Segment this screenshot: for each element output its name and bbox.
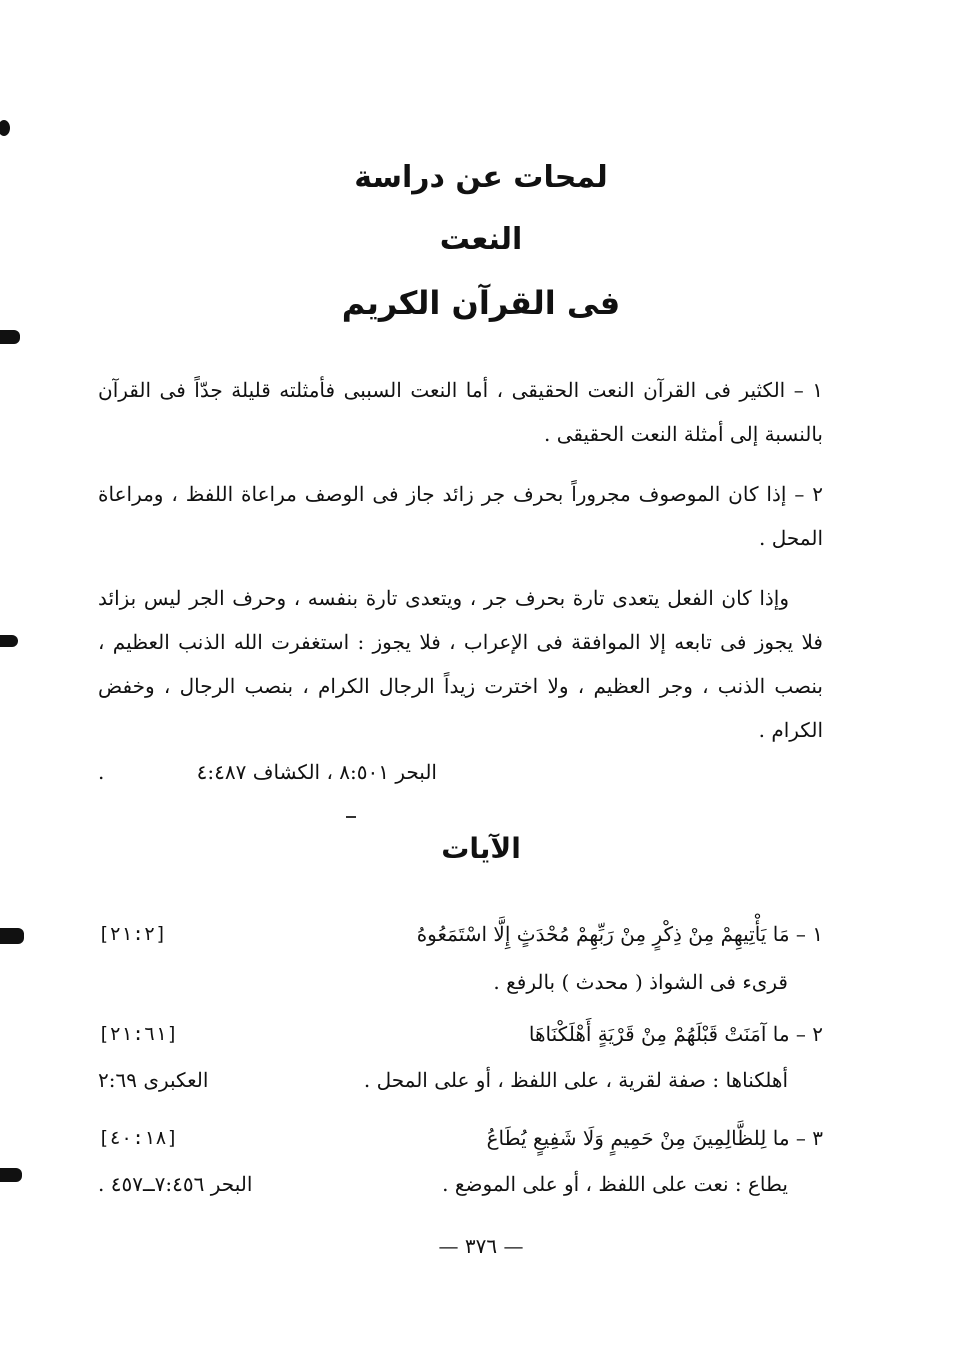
verse-reference: [٢١:٢]	[98, 923, 167, 945]
verse-source: العكبرى ٢:٦٩	[98, 1068, 209, 1092]
verse-3	[98, 1118, 823, 1158]
paragraph-3: وإذا كان الفعل يتعدى تارة بحرف جر ، ويتعدى تارة بنفسه ، وحرف الجر ليس بزائد فلا يجوز فى تابعه إلا الموافقة فى الإعراب ، فلا يجوز : استغفرت الله الذنب العظيم ، بنصب الذنب ، وجر العظيم ، ولا اخترت زيداً الرجال الكرام ، بنصب الرجال ، وخفض الكرام .	[98, 586, 823, 742]
verse-note: قرىء فى الشواذ ( محدث ) بالرفع .	[493, 970, 788, 994]
reference-citation: البحر ٨:٥٠١ ، الكشاف ٤:٤٨٧	[196, 760, 437, 784]
page-number: — ٣٧٦ —	[438, 1234, 524, 1258]
title-line-1: لمحات عن دراسة	[354, 160, 608, 195]
scan-edge-mark	[0, 635, 18, 647]
verse-reference: [٢١:٦١]	[98, 1023, 179, 1045]
paragraph-2: ٢ – إذا كان الموصوف مجروراً بحرف جر زائد جاز فى الوصف مراعاة اللفظ ، ومراعاة المحل .	[98, 482, 823, 550]
verse-reference: [٤٠:١٨]	[98, 1127, 179, 1149]
verse-note: يطاع : نعت على اللفظ ، أو على الموضع .	[442, 1172, 788, 1196]
verse-text: ٢ – ما آمَنَتْ قَبْلَهُمْ مِنْ قَرْيَةٍ أَهْلَكْنَاهَا	[528, 1022, 823, 1046]
scan-edge-mark	[0, 330, 20, 344]
scan-edge-mark	[0, 1168, 22, 1182]
title-line-2: النعت	[439, 222, 523, 257]
section-title-verses: الآيات	[441, 832, 521, 865]
verse-source: البحر ٧:٤٥٦ــ٤٥٧ .	[98, 1172, 253, 1196]
decorative-dash	[346, 816, 356, 818]
scan-edge-mark	[0, 928, 24, 944]
paragraph-1: ١ – الكثير فى القرآن النعت الحقيقى ، أما النعت السببى فأمثلته قليلة جدّاً فى القرآن بالنسبة إلى أمثلة النعت الحقيقى .	[98, 378, 823, 446]
verse-note: أهلكناها : صفة لقرية ، على اللفظ ، أو على المحل .	[363, 1068, 788, 1092]
verse-text: ٣ – ما لِلظَّالِمِينَ مِنْ حَمِيمٍ وَلَا شَفِيعٍ يُطَاعُ	[486, 1126, 823, 1150]
scan-edge-mark	[0, 120, 10, 136]
reference-citation-end: .	[98, 760, 105, 784]
verse-1	[98, 914, 823, 954]
title-line-3: فى القرآن الكريم	[341, 284, 621, 322]
verse-text: ١ – مَا يَأْتِيهِمْ مِنْ ذِكْرٍ مِنْ رَبِّهِمْ مُحْدَثٍ إِلَّا اسْتَمَعُوهُ	[416, 922, 823, 946]
verse-2	[98, 1014, 823, 1054]
